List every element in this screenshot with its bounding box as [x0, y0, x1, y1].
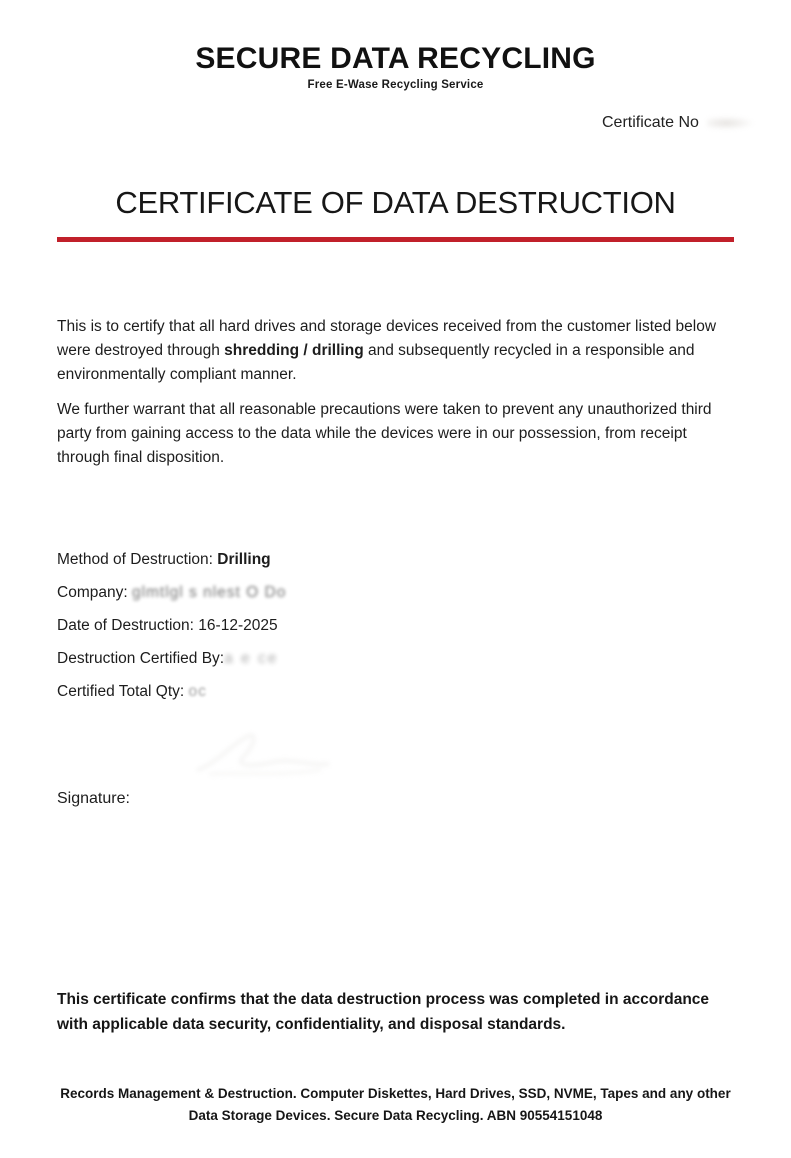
closing-statement: This certificate confirms that the data destruction process was completed in accordance with applicable data security, confidentiality, and disposal standards.	[57, 991, 710, 1033]
certify-paragraph	[57, 315, 739, 387]
signature-label: Signature:	[57, 790, 130, 807]
certified-by-value-redacted: a e ce	[224, 650, 279, 667]
method-value: Drilling	[217, 551, 271, 568]
certified-by-line	[57, 650, 278, 668]
certify-paragraph-before: This is to certify that all hard drives and storage devices received from the customer listed below were destroyed through	[57, 318, 717, 359]
company-value-redacted: glmtlgl s nlest O Do	[131, 584, 287, 601]
certificate-number-redacted	[707, 116, 755, 130]
date-label: Date of Destruction:	[57, 617, 199, 634]
certificate-number-label: Certificate No	[602, 114, 699, 131]
method-label: Method of Destruction:	[57, 551, 218, 568]
footer-text: Records Management & Destruction. Computer Diskettes, Hard Drives, SSD, NVME, Tapes and any other Data Storage Devices. Secure Data Recycling. ABN 90554151048	[60, 1086, 731, 1123]
certificate-number-row	[602, 114, 755, 132]
qty-value-redacted: oc	[188, 683, 207, 700]
certify-paragraph-after: and subsequently recycled in a responsible and environmentally compliant manner.	[57, 342, 695, 383]
date-value: 16-12-2025	[198, 617, 278, 634]
brand-title: SECURE DATA RECYCLING	[195, 42, 596, 75]
brand-tagline: Free E-Wase Recycling Service	[307, 79, 484, 91]
qty-label: Certified Total Qty:	[57, 683, 189, 700]
destruction-method-emphasis: shredding / drilling	[224, 342, 364, 359]
date-of-destruction-line	[57, 617, 278, 635]
document-title: CERTIFICATE OF DATA DESTRUCTION	[115, 185, 676, 220]
method-of-destruction-line	[57, 551, 271, 569]
certified-by-label: Destruction Certified By:	[57, 650, 225, 667]
certified-total-qty-line	[57, 683, 207, 701]
company-line	[57, 584, 286, 602]
warranty-paragraph: We further warrant that all reasonable precautions were taken to prevent any unauthorized third party from gaining access to the data while the devices were in our possession, from receipt through final disposition.	[57, 401, 712, 466]
signature-smudge	[170, 726, 360, 788]
red-divider-rule	[57, 237, 734, 242]
company-label: Company:	[57, 584, 132, 601]
